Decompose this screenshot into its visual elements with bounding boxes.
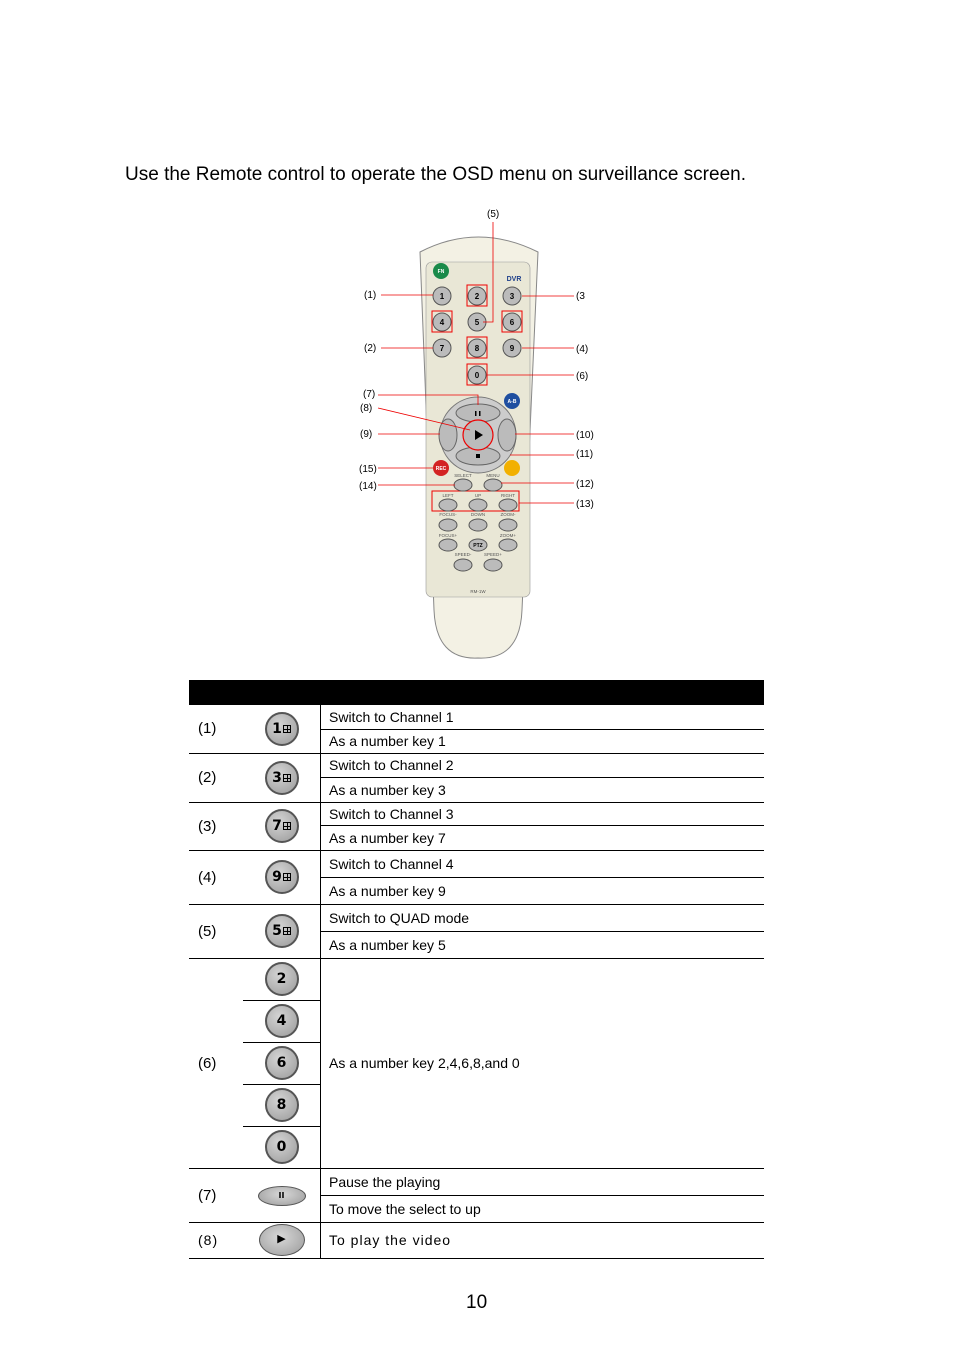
row-number: (1) (189, 705, 243, 753)
desc-text: Pause the playing (321, 1168, 765, 1195)
row-number: (3) (189, 802, 243, 850)
key-3-label: 3 (509, 292, 515, 301)
focus-plus-label: FOCUS+ (438, 533, 458, 538)
key-9-icon: 9 (265, 860, 299, 894)
desc-text: As a number key 3 (321, 777, 765, 802)
key-2-label: 2 (474, 292, 480, 301)
key-function-table (189, 680, 764, 1259)
dvr-label: DVR (506, 276, 522, 283)
row-number: (7) (189, 1168, 243, 1222)
table-row (189, 705, 764, 729)
key-icon (243, 1168, 321, 1222)
key-3-icon: 3 (265, 761, 299, 795)
callout-4: (4) (576, 344, 589, 355)
desc-text: As a number key 1 (321, 729, 765, 753)
key-9-label: 9 (509, 344, 515, 353)
table-row (189, 1222, 764, 1258)
desc-text: To play the video (321, 1222, 765, 1258)
callout-11: (11) (576, 449, 594, 460)
remote-control-figure (340, 200, 620, 670)
up-label: UP (474, 493, 482, 498)
focus-minus-label: FOCUS- (439, 512, 457, 517)
row-number: (8) (189, 1222, 243, 1258)
callout-1: (1) (364, 290, 377, 301)
table-row (189, 1168, 764, 1195)
key-7-icon: 7 (265, 809, 299, 843)
desc-text: As a number key 5 (321, 931, 765, 958)
play-icon: ▶ (259, 1224, 305, 1256)
ab-label: A-B (507, 399, 517, 405)
desc-text: Switch to Channel 3 (321, 802, 765, 825)
key-1-icon: 1 (265, 712, 299, 746)
ptz-label: PTZ (473, 543, 483, 549)
key-icon-stack (243, 958, 321, 1168)
callout-9: (9) (360, 429, 373, 440)
key-5-label: 5 (474, 318, 480, 327)
table-header (189, 680, 764, 705)
key-4-label: 4 (439, 318, 445, 327)
right-label: RIGHT (501, 493, 515, 498)
desc-text: To move the select to up (321, 1195, 765, 1222)
key-7-label: 7 (439, 344, 445, 353)
menu-label: MENU (486, 473, 500, 478)
key-8-label: 8 (474, 344, 480, 353)
key-0-icon: 0 (265, 1130, 299, 1164)
fn-label: FN (437, 269, 445, 275)
table-row (189, 904, 764, 931)
speed-minus-label: SPEED- (454, 552, 472, 557)
key-6-label: 6 (509, 318, 515, 327)
callout-8: (8) (360, 403, 373, 414)
desc-text: Switch to Channel 4 (321, 850, 765, 877)
callout-10: (10) (576, 430, 594, 441)
desc-text: As a number key 2,4,6,8,and 0 (321, 958, 765, 1168)
key-icon (243, 1222, 321, 1258)
callout-2: (2) (364, 343, 377, 354)
key-4-icon: 4 (265, 1004, 299, 1038)
key-icon (243, 753, 321, 802)
callout-3: (3 (576, 291, 585, 302)
key-icon (243, 705, 321, 753)
callout-12: (12) (576, 479, 594, 490)
callout-13: (13) (576, 499, 594, 510)
rec-label: REC (435, 466, 447, 472)
key-0-label: 0 (474, 371, 480, 380)
callout-15: (15) (359, 464, 377, 475)
callout-5: (5) (487, 209, 500, 220)
table-row (189, 850, 764, 877)
desc-text: As a number key 7 (321, 825, 765, 850)
model-label: RM-1W (470, 589, 486, 594)
table-row (189, 802, 764, 825)
page-number: 10 (466, 1292, 488, 1313)
desc-text: Switch to Channel 1 (321, 705, 765, 729)
key-icon (243, 850, 321, 904)
table-row (189, 958, 764, 1168)
desc-text: Switch to QUAD mode (321, 904, 765, 931)
desc-text: As a number key 9 (321, 877, 765, 904)
intro-text: Use the Remote control to operate the OSD menu on surveillance screen. (125, 164, 746, 185)
speed-plus-label: SPEED+ (484, 552, 502, 557)
left-label: LEFT (442, 493, 454, 498)
camera-button (504, 460, 520, 476)
callout-14: (14) (359, 481, 377, 492)
key-8-icon: 8 (265, 1088, 299, 1122)
table-row (189, 753, 764, 777)
row-number: (5) (189, 904, 243, 958)
row-number: (6) (189, 958, 243, 1168)
select-label: SELECT (454, 473, 472, 478)
zoom-plus-label: ZOOM+ (499, 533, 517, 538)
pause-icon: II (258, 1186, 306, 1206)
callout-7: (7) (363, 389, 376, 400)
zoom-minus-label: ZOOM- (500, 512, 516, 517)
key-6-icon: 6 (265, 1046, 299, 1080)
key-icon (243, 904, 321, 958)
desc-text: Switch to Channel 2 (321, 753, 765, 777)
key-5-icon: 5 (265, 914, 299, 948)
key-2-icon: 2 (265, 962, 299, 996)
row-number: (4) (189, 850, 243, 904)
callout-6: (6) (576, 371, 589, 382)
key-icon (243, 802, 321, 850)
key-1-label: 1 (439, 292, 445, 301)
row-number: (2) (189, 753, 243, 802)
down-label: DOWN (470, 512, 486, 517)
